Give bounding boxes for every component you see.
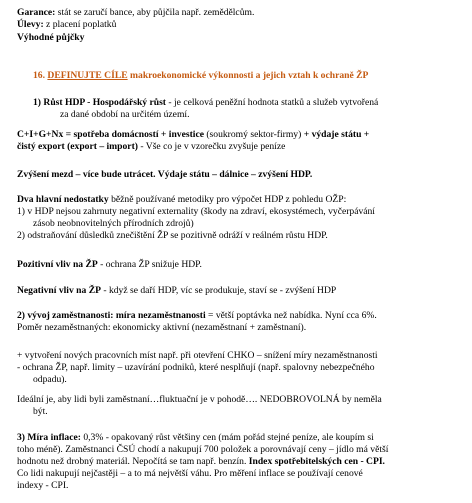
negativni-bold: Negativní vliv na ŽP — [17, 285, 101, 296]
negativni-line — [17, 285, 336, 296]
nedostatky-point1b: zásob neobnovitelných přírodních zdrojů) — [33, 218, 194, 229]
pozitivni-bold: Pozitivní vliv na ŽP — [17, 259, 98, 270]
ulevy-line — [17, 19, 116, 30]
item3-line3 — [17, 456, 385, 467]
item3-line3-normal: hodnotu než drobný materiál. Nepočítá se tam např. benzín. — [17, 456, 249, 467]
item2-line1 — [17, 310, 377, 321]
nedostatky-bold: Dva hlavní nedostatky — [17, 194, 109, 205]
chko-line1: + vytvoření nových pracovních míst např. při otevření CHKO – snížení míry nezaměstnanosti — [17, 350, 378, 361]
garance-label: Garance: — [17, 7, 56, 18]
idealni-line1: Ideální je, aby lidi byli zaměstnaní…fluktuační je v pohodě…. NEDOBROVOLNÁ by neměla — [17, 394, 382, 405]
chko-line3: odpadu). — [33, 374, 67, 385]
formula-bold-2: + výdaje státu + — [303, 129, 370, 140]
item3-bold: 3) Míra inflace: — [17, 432, 81, 443]
item2-bold: 2) vývoj zaměstnanosti: míra nezaměstnanosti — [17, 310, 206, 321]
pozitivni-line — [17, 259, 202, 270]
item1-line2: za dané období na určitém území. — [60, 109, 190, 120]
ulevy-text: z placení poplatků — [43, 19, 117, 30]
section-title-rest: makroekonomické výkonnosti a jejich vztah k ochraně ŽP — [127, 70, 369, 81]
item3-line5: indexy - CPI. — [17, 480, 69, 491]
formula-normal-2: - Vše co je v vzorečku zvyšuje peníze — [137, 141, 286, 152]
nedostatky-text: běžně používané metodiky pro výpočet HDP z pohledu OŽP: — [108, 194, 347, 205]
item1-heading: 1) Růst HDP - Hospodářský růst — [33, 97, 166, 108]
nedostatky-point1a: 1) v HDP nejsou zahrnuty negativní externality (škody na zdraví, ekosystémech, vyčerpávání — [17, 206, 375, 217]
nedostatky-point2: 2) odstraňování důsledků znečištění ŽP se pozitivně odráží v reálném růstu HDP. — [17, 230, 328, 241]
item3-line4: Co lidi nakupují nejčastěji – a to má největší váhu. Pro měření inflace se používají cenové — [17, 468, 363, 479]
section-number: 16. — [33, 70, 45, 81]
formula-bold-3: čistý export (export – import) — [17, 141, 138, 152]
formula-line2 — [17, 141, 285, 152]
chko-line2: - ochrana ŽP, např. limity – uzavírání podniků, které nesplňují (např. spalovny nebezpečného — [17, 362, 375, 373]
item1-text1: - je celková peněžní hodnota statků a služeb vytvořená — [166, 97, 379, 108]
garance-text: stát se zaručí bance, aby půjčila např. zemědělcům. — [55, 7, 255, 18]
section-title-underlined: DEFINUJTE CÍLE — [47, 70, 128, 81]
item2-line2: Poměr nezaměstnaných: ekonomicky aktivní (nezaměstnaní + zaměstnaní). — [17, 322, 307, 333]
section-16-heading — [33, 70, 368, 81]
pozitivni-text: - ochrana ŽP snižuje HDP. — [97, 259, 202, 270]
item3-line3-bold: Index spotřebitelských cen - CPI. — [248, 456, 385, 467]
nedostatky-lead — [17, 194, 346, 205]
idealni-line2: být. — [33, 406, 48, 417]
garance-line — [17, 7, 254, 18]
negativni-text: - když se daří HDP, víc se produkuje, staví se - zvýšení HDP — [100, 285, 337, 296]
zvyseni-line: Zvýšení mezd – více bude utrácet. Výdaje státu – dálnice – zvýšení HDP. — [17, 169, 313, 180]
ulevy-label: Úlevy: — [17, 19, 44, 30]
formula-line1 — [17, 129, 369, 140]
item2-text: = větší poptávka než nabídka. Nyní cca 6%. — [205, 310, 377, 321]
item3-line1 — [17, 432, 374, 443]
formula-normal-1: (soukromý sektor-firmy) — [203, 129, 304, 140]
item3-line2: toho méně). Zaměstnanci ČSÚ chodí a nakupují 700 položek a porovnávají ceny – jídlo má větší — [17, 444, 389, 455]
formula-bold-1: C+I+G+Nx = spotřeba domácností + investice — [17, 129, 204, 140]
item1-line1 — [33, 97, 378, 108]
item3-text1: 0,3% - opakovaný růst většiny cen (mám pořád stejné peníze, ale koupím si — [80, 432, 374, 443]
vyhodne-pujcky-line: Výhodné půjčky — [17, 32, 85, 43]
